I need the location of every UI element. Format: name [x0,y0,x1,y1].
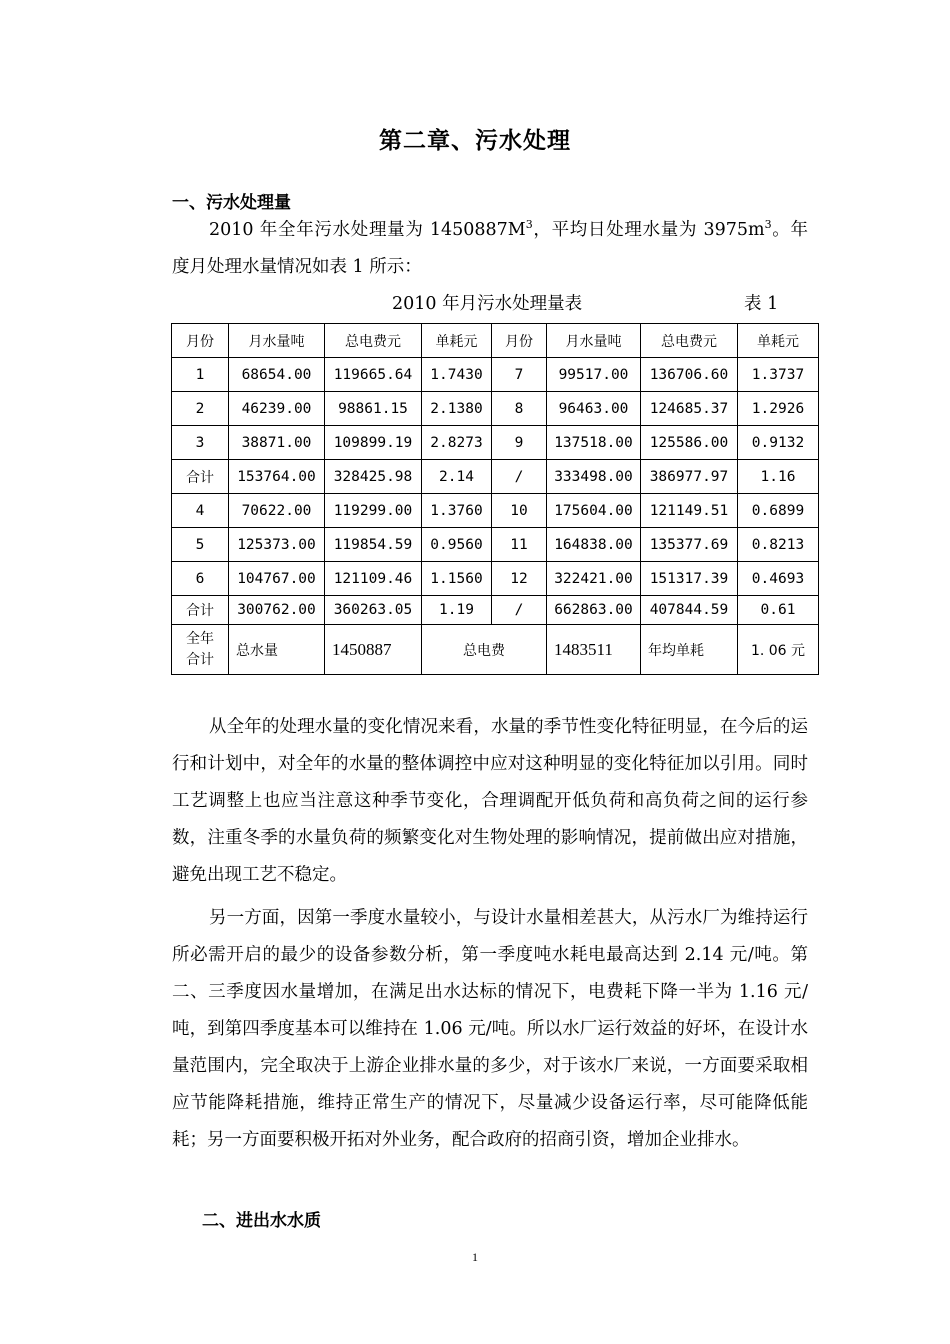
table-cell: 0.9560 [422,528,492,562]
table-cell: 5 [172,528,229,562]
analysis-paragraph-2: 另一方面，因第一季度水量较小，与设计水量相差甚大，从污水厂为维持运行所必需开启的最少的设备参数分析，第一季度吨水耗电最高达到 2.14 元/吨。第二、三季度因水量增加，在满足出水达标的情况下，电费耗下降一半为 1.16 元/吨，到第四季度基本可以维持在 1.06 元/吨。所以水厂运行效益的好坏，在设计水量范围内，完全取决于上游企业排水量的多少，对于该水厂来说，一方面要采取相应节能降耗措施，维持正常生产的情况下，尽量减少设备运行率，尽可能降低能耗；另一方面要积极开拓对外业务，配合政府的招商引资，增加企业排水。 [172,908,808,1150]
table-cell: 2.1380 [422,392,492,426]
table-cell: 0.6899 [738,494,819,528]
table-row [172,392,819,426]
table-cell: 1.2926 [738,392,819,426]
column-header: 总电费元 [641,324,738,358]
table-cell: 0.61 [738,596,819,625]
avg-unit-label: 年均单耗 [641,625,738,675]
table-cell: 1.19 [422,596,492,625]
table-cell: 360263.05 [325,596,422,625]
table-cell: 119854.59 [325,528,422,562]
table-cell: 4 [172,494,229,528]
section-heading-1: 一、污水处理量 [172,193,291,213]
table-cell: 125586.00 [641,426,738,460]
column-header: 月份 [492,324,547,358]
table-cell: / [492,596,547,625]
table-row [172,358,819,392]
table-cell: 7 [492,358,547,392]
section-heading-2: 二、进出水水质 [202,1211,321,1231]
table-cell: 1 [172,358,229,392]
analysis-paragraph-1: 从全年的处理水量的变化情况来看，水量的季节性变化特征明显，在今后的运行和计划中，对全年的水量的整体调控中应对这种明显的变化特征加以引用。同时工艺调整上也应当注意这种季节变化，合理调配开低负荷和高负荷之间的运行参数，注重冬季的水量负荷的频繁变化对生物处理的影响情况，提前做出应对措施，避免出现工艺不稳定。 [172,717,808,885]
table-cell: 11 [492,528,547,562]
intro-paragraph [172,212,808,286]
total-water-label: 总水量 [229,625,325,675]
table-cell: 300762.00 [229,596,325,625]
table-cell: 98861.15 [325,392,422,426]
table-cell: 12 [492,562,547,596]
total-fee-value: 1483511 [547,625,641,675]
table-cell: 333498.00 [547,460,641,494]
table-cell: 68654.00 [229,358,325,392]
table-cell: 151317.39 [641,562,738,596]
column-header: 单耗元 [422,324,492,358]
table-cell: 1.16 [738,460,819,494]
table-cell: 328425.98 [325,460,422,494]
annual-total-label-line1: 全年 [186,630,214,647]
table-cell: 2.8273 [422,426,492,460]
table-cell: 153764.00 [229,460,325,494]
table-cell: 38871.00 [229,426,325,460]
chapter-title: 第二章、污水处理 [379,128,571,154]
table-cell: 70622.00 [229,494,325,528]
table-cell: 3 [172,426,229,460]
table-cell: 0.9132 [738,426,819,460]
column-header: 月份 [172,324,229,358]
table-cell: 135377.69 [641,528,738,562]
annual-total-label-line2: 合计 [186,651,214,668]
table-cell: 1.7430 [422,358,492,392]
table-cell: 175604.00 [547,494,641,528]
table-title: 2010 年月污水处理量表 [392,294,583,314]
superscript-3: 3 [525,218,533,232]
column-header: 总电费元 [325,324,422,358]
table-cell: 119665.64 [325,358,422,392]
table-row [172,494,819,528]
annual-total-label [172,625,229,675]
table-cell: 1.3737 [738,358,819,392]
table-cell: 9 [492,426,547,460]
annual-total-row [172,625,819,675]
table-cell: / [492,460,547,494]
total-fee-label: 总电费 [422,625,547,675]
table-cell: 322421.00 [547,562,641,596]
intro-text-b: ，平均日处理水量为 3975m [532,220,765,240]
table-row [172,528,819,562]
table-cell: 6 [172,562,229,596]
table-cell: 合计 [172,596,229,625]
table-cell: 8 [492,392,547,426]
table-cell: 124685.37 [641,392,738,426]
table-cell: 119299.00 [325,494,422,528]
table-row [172,426,819,460]
table-cell: 407844.59 [641,596,738,625]
column-header: 单耗元 [738,324,819,358]
table-row [172,596,819,625]
superscript-3: 3 [764,218,772,232]
table-cell: 合计 [172,460,229,494]
table-row [172,460,819,494]
table-cell: 1.1560 [422,562,492,596]
table-cell: 386977.97 [641,460,738,494]
table-label: 表 1 [744,294,779,314]
monthly-sewage-table [171,323,819,675]
table-cell: 121109.46 [325,562,422,596]
table-cell: 96463.00 [547,392,641,426]
table-cell: 0.4693 [738,562,819,596]
table-cell: 99517.00 [547,358,641,392]
table-row [172,562,819,596]
table-cell: 2.14 [422,460,492,494]
table-header-row [172,324,819,358]
table-cell: 10 [492,494,547,528]
table-cell: 46239.00 [229,392,325,426]
table-cell: 164838.00 [547,528,641,562]
table-cell: 121149.51 [641,494,738,528]
column-header: 月水量吨 [229,324,325,358]
table-cell: 2 [172,392,229,426]
intro-text-c: 。年度月处理水量情况如表 1 所示： [172,220,808,277]
intro-text-a: 2010 年全年污水处理量为 1450887M [209,220,526,240]
table-cell: 136706.60 [641,358,738,392]
table-cell: 662863.00 [547,596,641,625]
avg-unit-value: 1. 06 元 [738,625,819,675]
table-cell: 104767.00 [229,562,325,596]
total-water-value: 1450887 [325,625,422,675]
table-cell: 1.3760 [422,494,492,528]
table-cell: 137518.00 [547,426,641,460]
table-cell: 125373.00 [229,528,325,562]
page-number: 1 [472,1250,478,1264]
table-cell: 109899.19 [325,426,422,460]
column-header: 月水量吨 [547,324,641,358]
table-cell: 0.8213 [738,528,819,562]
